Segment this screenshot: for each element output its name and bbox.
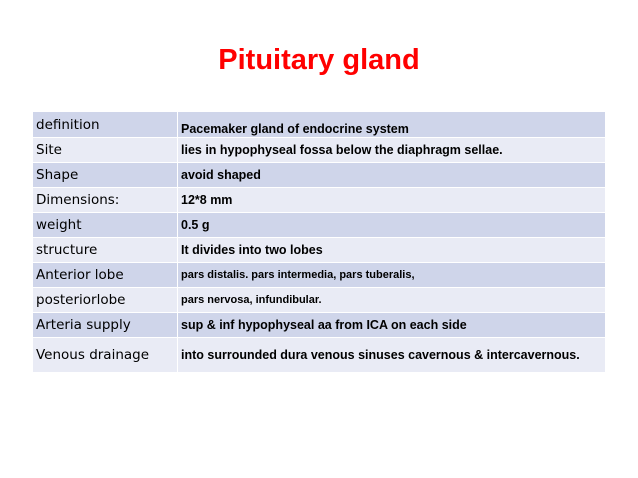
row-label: weight bbox=[33, 213, 178, 238]
row-value: pars distalis. pars intermedia, pars tuberalis, bbox=[178, 263, 606, 288]
row-value: 0.5 g bbox=[178, 213, 606, 238]
page-title: Pituitary gland bbox=[218, 44, 420, 76]
row-value: pars nervosa, infundibular. bbox=[178, 288, 606, 313]
table-row-posterior-lobe bbox=[33, 288, 606, 313]
table-row-anterior-lobe bbox=[33, 263, 606, 288]
row-value: Pacemaker gland of endocrine system bbox=[178, 112, 606, 138]
row-label: Anterior lobe bbox=[33, 263, 178, 288]
row-label: Shape bbox=[33, 163, 178, 188]
table-row-weight bbox=[33, 213, 606, 238]
row-label: Arteria supply bbox=[33, 313, 178, 338]
table-row-site bbox=[33, 138, 606, 163]
row-label: definition bbox=[33, 112, 178, 138]
row-value: 12*8 mm bbox=[178, 188, 606, 213]
row-label: Site bbox=[33, 138, 178, 163]
table-row-shape bbox=[33, 163, 606, 188]
row-label: Venous drainage bbox=[33, 338, 178, 373]
row-label: Dimensions: bbox=[33, 188, 178, 213]
table-row-dimensions bbox=[33, 188, 606, 213]
row-value: avoid shaped bbox=[178, 163, 606, 188]
row-value: It divides into two lobes bbox=[178, 238, 606, 263]
info-table bbox=[32, 111, 606, 373]
row-value: into surrounded dura venous sinuses cavernous & intercavernous. bbox=[178, 338, 606, 373]
table-row-venous-drainage bbox=[33, 338, 606, 373]
row-label: structure bbox=[33, 238, 178, 263]
row-value: sup & inf hypophyseal aa from ICA on each side bbox=[178, 313, 606, 338]
table-row-arteria-supply bbox=[33, 313, 606, 338]
table-row-definition bbox=[33, 112, 606, 138]
row-label: posteriorlobe bbox=[33, 288, 178, 313]
row-value: lies in hypophyseal fossa below the diaphragm sellae. bbox=[178, 138, 606, 163]
table-row-structure bbox=[33, 238, 606, 263]
